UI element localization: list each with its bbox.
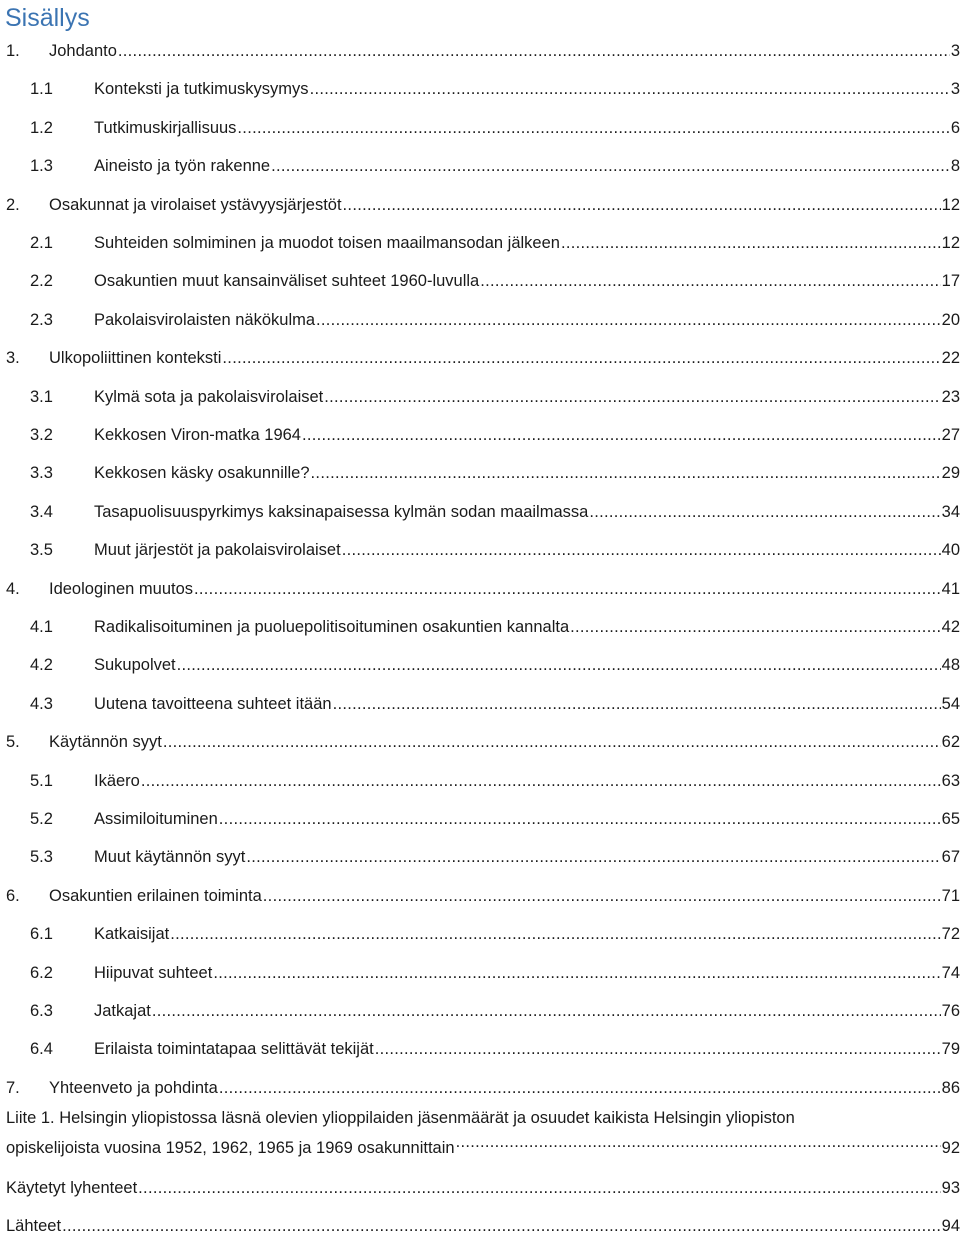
section-number: 6.3 — [30, 1002, 53, 1020]
section-number: 5.1 — [30, 771, 53, 790]
toc-entry[interactable] — [6, 535, 960, 561]
toc-entry-label: Kekkosen käsky osakunnille? — [94, 464, 310, 483]
page-number: 20 — [941, 310, 960, 329]
toc-entry-label: Osakuntien muut kansainväliset suhteet 1960-luvulla — [94, 272, 480, 291]
page-number: 41 — [941, 579, 960, 598]
toc-entry[interactable] — [6, 36, 960, 62]
toc-entry-label: Kekkosen Viron-matka 1964 — [94, 426, 301, 444]
toc-entry-label: Jatkajat — [94, 1002, 151, 1020]
page-number: 23 — [941, 387, 960, 406]
page-number: 8 — [950, 157, 960, 176]
toc-entry[interactable] — [6, 919, 960, 945]
dot-leader — [177, 654, 941, 676]
toc-entry[interactable] — [6, 305, 960, 331]
section-number: 3.1 — [30, 387, 53, 406]
toc-entry-label: Suhteiden solmiminen ja muodot toisen maailmansodan jälkeen — [94, 234, 560, 252]
toc-entry[interactable] — [6, 382, 960, 408]
section-number: 1. — [6, 42, 20, 60]
toc-entry[interactable] — [6, 151, 960, 177]
page-number: 86 — [941, 1078, 960, 1097]
dot-leader — [170, 923, 940, 945]
toc-entry[interactable] — [6, 228, 960, 254]
section-number: 3. — [6, 349, 20, 368]
toc-entry-label: Uutena tavoitteena suhteet itään — [94, 694, 332, 713]
toc-entry[interactable] — [6, 74, 960, 100]
toc-entry-label: Katkaisijat — [94, 925, 170, 944]
toc-entry-label: Erilaista toimintatapaa selittävät tekijät — [94, 1040, 374, 1059]
page-number: 6 — [950, 118, 960, 137]
page-number: 65 — [941, 810, 960, 828]
toc-entry[interactable] — [6, 1034, 960, 1060]
appendix-label-line2-row — [6, 1133, 960, 1163]
toc-entry-sources[interactable] — [6, 1211, 960, 1237]
page-number: 93 — [941, 1178, 960, 1197]
dot-leader — [62, 1215, 941, 1237]
page-number: 12 — [941, 234, 960, 252]
toc-entry-label: Osakuntien erilainen toiminta — [49, 886, 262, 905]
toc-entry-label: Muut järjestöt ja pakolaisvirolaiset — [94, 541, 341, 560]
page-number: 92 — [941, 1138, 960, 1157]
dot-leader — [138, 1177, 940, 1199]
toc-entry-label: Hiipuvat suhteet — [94, 963, 213, 982]
page-title: Sisällys — [5, 4, 90, 32]
toc-entry[interactable] — [6, 881, 960, 907]
toc-entry-label: Käytetyt lyhenteet — [6, 1178, 138, 1197]
page-number: 34 — [941, 502, 960, 521]
toc-entry[interactable] — [6, 420, 960, 446]
appendix-label-line1: Liite 1. Helsingin yliopistossa läsnä olevien ylioppilaiden jäsenmäärät ja osuudet kaikista Helsingin yliopiston — [6, 1108, 795, 1127]
section-number: 4.2 — [30, 656, 53, 675]
toc-entry[interactable] — [6, 766, 960, 792]
dot-leader — [375, 1038, 941, 1060]
page-number: 54 — [941, 694, 960, 713]
section-number: 6.2 — [30, 963, 53, 982]
toc-entry-label: Käytännön syyt — [49, 733, 162, 752]
toc-entry[interactable] — [6, 1073, 960, 1099]
section-number: 3.4 — [30, 502, 53, 521]
section-number: 7. — [6, 1078, 20, 1097]
dot-leader — [311, 462, 941, 484]
dot-leader — [310, 78, 950, 100]
toc-entry[interactable] — [6, 650, 960, 676]
section-number: 3.5 — [30, 541, 53, 560]
section-number: 6.1 — [30, 925, 53, 944]
section-number: 5. — [6, 733, 20, 752]
page-number: 42 — [941, 618, 960, 636]
toc-entry-label: Pakolaisvirolaisten näkökulma — [94, 310, 316, 329]
dot-leader — [163, 731, 941, 753]
dot-leader — [561, 232, 941, 254]
toc-entry[interactable] — [6, 689, 960, 715]
section-number: 2.1 — [30, 234, 53, 252]
toc-entry[interactable] — [6, 727, 960, 753]
toc-entry-label: Kylmä sota ja pakolaisvirolaiset — [94, 387, 324, 406]
dot-leader — [271, 155, 950, 177]
dot-leader — [219, 808, 941, 830]
dot-leader — [589, 501, 940, 523]
toc-entry[interactable] — [6, 842, 960, 868]
page-number: 74 — [941, 963, 960, 982]
toc-entry-label: Tutkimuskirjallisuus — [94, 118, 237, 137]
page-number: 3 — [950, 42, 960, 60]
page-number: 12 — [941, 195, 960, 214]
section-number: 2.3 — [30, 310, 53, 329]
section-number: 3.2 — [30, 426, 53, 444]
toc-entry[interactable] — [6, 113, 960, 139]
page-number: 40 — [941, 541, 960, 560]
section-number: 2.2 — [30, 272, 53, 291]
toc-entry-label: Osakunnat ja virolaiset ystävyysjärjestöt — [49, 195, 342, 214]
toc-entry-label: Johdanto — [49, 42, 117, 60]
section-number: 1.1 — [30, 80, 53, 99]
dot-leader — [343, 194, 941, 216]
dot-leader — [342, 539, 941, 561]
dot-leader — [219, 1077, 941, 1099]
dot-leader — [213, 962, 940, 984]
page-number: 72 — [941, 925, 960, 944]
section-number: 2. — [6, 195, 20, 214]
page-number: 48 — [941, 656, 960, 675]
toc-entry-abbreviations[interactable] — [6, 1173, 960, 1199]
page-number: 79 — [941, 1040, 960, 1059]
dot-leader — [302, 424, 941, 446]
toc-entry[interactable] — [6, 343, 960, 369]
toc-entry[interactable] — [6, 190, 960, 216]
page-number: 94 — [941, 1216, 960, 1235]
section-number: 4.3 — [30, 694, 53, 713]
section-number: 4.1 — [30, 618, 53, 636]
dot-leader — [118, 40, 950, 62]
toc-entry[interactable] — [6, 458, 960, 484]
dot-leader — [333, 693, 941, 715]
toc-entry[interactable] — [6, 574, 960, 600]
dot-leader — [246, 846, 940, 868]
toc-entry-appendix[interactable] — [6, 1103, 960, 1163]
dot-leader — [316, 309, 941, 331]
toc-entry-label: Assimiloituminen — [94, 810, 218, 828]
toc-entry-label: Konteksti ja tutkimuskysymys — [94, 80, 309, 99]
section-number: 5.2 — [30, 810, 53, 828]
toc-entry-label: Ideologinen muutos — [49, 579, 194, 598]
section-number: 6.4 — [30, 1040, 53, 1059]
page-number: 67 — [941, 848, 960, 867]
section-number: 1.3 — [30, 157, 53, 176]
page-number: 62 — [941, 733, 960, 752]
page-number: 22 — [941, 349, 960, 368]
dot-leader — [152, 1000, 941, 1022]
page-number: 76 — [941, 1002, 960, 1020]
dot-leader — [237, 117, 949, 139]
page-number: 27 — [941, 426, 960, 444]
dot-leader — [480, 270, 940, 292]
page-number: 29 — [941, 464, 960, 483]
toc-entry[interactable] — [6, 612, 960, 638]
toc-entry[interactable] — [6, 958, 960, 984]
dot-leader — [324, 386, 940, 408]
page-number: 63 — [941, 771, 960, 790]
section-number: 4. — [6, 579, 20, 598]
dot-leader — [263, 885, 941, 907]
dot-leader — [222, 347, 940, 369]
section-number: 5.3 — [30, 848, 53, 867]
toc-entry[interactable] — [6, 266, 960, 292]
toc-entry-label: Muut käytännön syyt — [94, 848, 246, 867]
dot-leader — [141, 770, 941, 792]
toc-entry[interactable] — [6, 996, 960, 1022]
section-number: 3.3 — [30, 464, 53, 483]
page-number: 3 — [950, 80, 960, 99]
page-number: 71 — [941, 886, 960, 905]
page-number: 17 — [941, 272, 960, 291]
dot-leader — [194, 578, 941, 600]
toc-entry-label: Tasapuolisuuspyrkimys kaksinapaisessa kylmän sodan maailmassa — [94, 502, 589, 521]
toc-entry-label: Aineisto ja työn rakenne — [94, 157, 271, 176]
toc-entry-label: Radikalisoituminen ja puoluepolitisoituminen osakuntien kannalta — [94, 618, 570, 636]
toc-entry[interactable] — [6, 497, 960, 523]
toc-entry-label: Yhteenveto ja pohdinta — [49, 1078, 218, 1097]
appendix-label-line2: opiskelijoista vuosina 1952, 1962, 1965 ja 1969 osakunnittain — [6, 1138, 455, 1157]
toc-entry-label: Lähteet — [6, 1216, 62, 1235]
section-number: 6. — [6, 886, 20, 905]
dot-leader — [456, 1133, 941, 1163]
dot-leader — [570, 616, 941, 638]
toc-entry-label: Ulkopoliittinen konteksti — [49, 349, 222, 368]
section-number: 1.2 — [30, 118, 53, 137]
toc-entry[interactable] — [6, 804, 960, 830]
toc-entry-label: Ikäero — [94, 771, 140, 790]
toc-entry-label: Sukupolvet — [94, 656, 176, 675]
